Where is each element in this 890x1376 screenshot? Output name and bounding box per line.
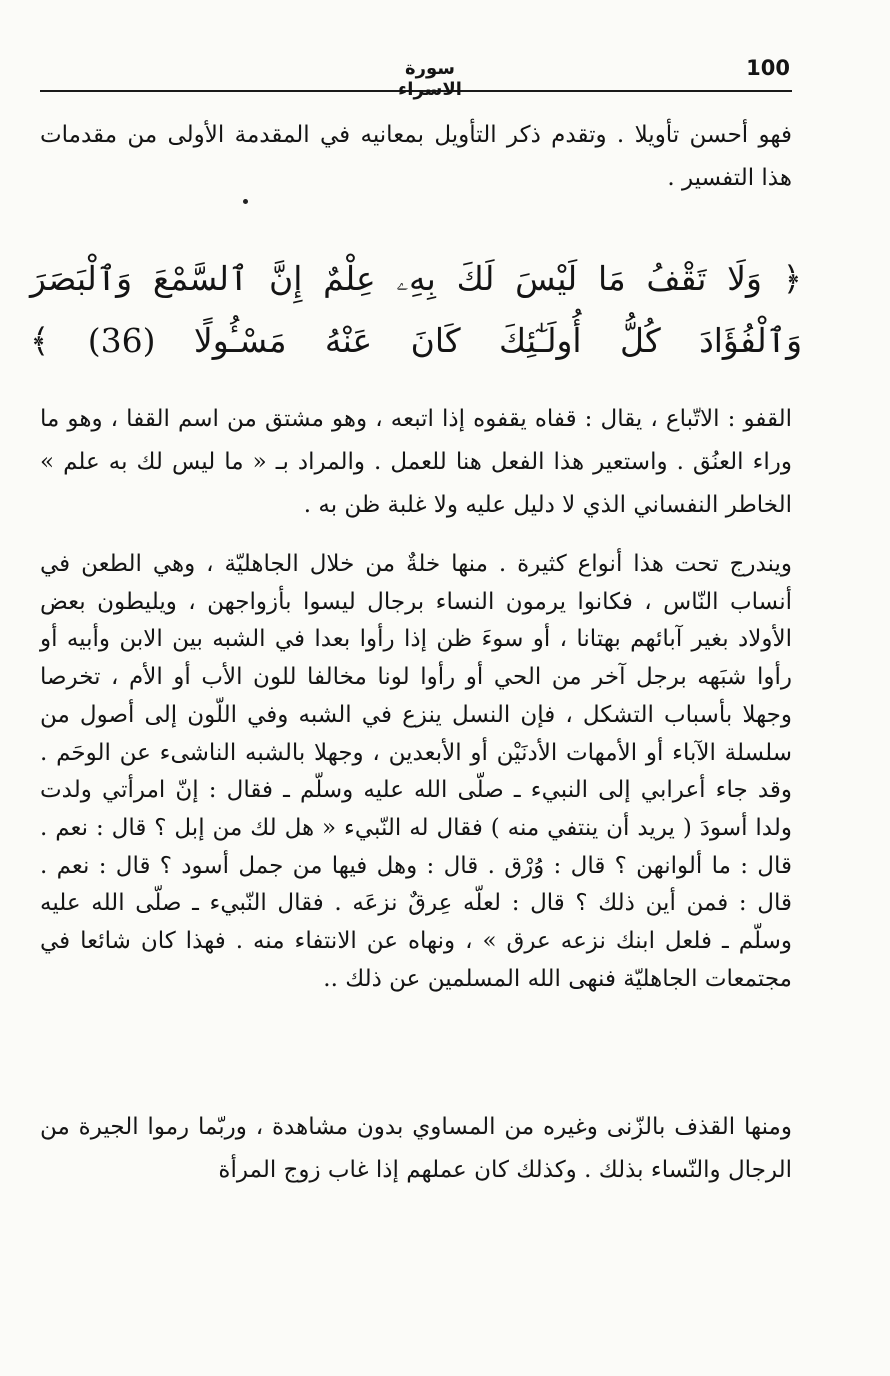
verse-text: وَلَا تَقْفُ مَا لَيْسَ لَكَ بِهِۦ عِلْمٌ إِنَّ ٱلسَّمْعَ وَٱلْبَصَرَ وَٱلْفُؤَادَ كُلُّ أُولَـٰٓئِكَ كَانَ عَنْهُ مَسْـُٔولًا: [30, 259, 802, 360]
stray-dot: [243, 199, 248, 204]
page-header: [40, 54, 792, 100]
paragraph-text: ومنها القذف بالزّنى وغيره من المساوي بدون مشاهدة ، وربّما رموا الجيرة من الرجال والنّساء بذلك . وكذلك كان عملهم إذا غاب زوج المرأة: [40, 1114, 792, 1183]
page-number: 100: [746, 56, 790, 80]
paragraph-text: ويندرج تحت هذا أنواع كثيرة . منها خلةٌ من خلال الجاهليّة ، وهي الطعن في أنساب النّاس ، فكانوا يرمون النساء برجال ليسوا بأزواجهن ، ويليطون بعض الأولاد بغير آبائهم بهتانا ، أو سوءَ ظن إذا رأوا بعدا في الشبه بين الابن وأبيه أو رأوا شبَهه برجل آخر من الحي أو رأوا لونا مخالفا للون الأب أو الأم ، تخرصا وجهلا بأسباب التشكل ، فإن النسل ينزع في الشبه وفي اللّون إلى أصول من سلسلة الآباء أو الأمهات الأدنَيْن أو الأبعدين ، وجهلا بالشبه الناشىء عن الوحَم . وقد جاء أعرابي إلى النبيء ـ صلّى الله عليه وسلّم ـ فقال : إنّ امرأتي ولدت ولدا أسودَ ( يريد أن ينتفي منه ) فقال له النّبيء « هل لك من إبل ؟ قال : نعم . قال : ما ألوانهن ؟ قال : وُرْق . قال : وهل فيها من جمل أسود ؟ قال : نعم . قال : فمن أين ذلك ؟ قال : لعلّه عِرقٌ نزعَه . فقال النّبيء ـ صلّى الله عليه وسلّم ـ فلعل ابنك نزعه عرق » ، ونهاه عن الانتفاء منه . فهذا كان شائعا في مجتمعات الجاهليّة فنهى الله المسلمين عن ذلك ..: [40, 551, 792, 992]
verse-line: [30, 248, 802, 372]
paragraph-text: القفو : الاتّباع ، يقال : قفاه يقفوه إذا اتبعه ، وهو مشتق من اسم القفا ، وهو ما وراء العنُق . واستعير هذا الفعل هنا للعمل . والمراد بـ « ما ليس لك به علم » الخاطر النفساني الذي لا دليل عليه ولا غلبة ظن به .: [40, 406, 792, 518]
verse-number: (36): [87, 321, 156, 360]
commentary-paragraph-3: [40, 1106, 792, 1192]
verse-open-bracket: ﴿: [782, 259, 802, 298]
commentary-paragraph-2: [40, 546, 792, 998]
intro-text: فهو أحسن تأويلا . وتقدم ذكر التأويل بمعانيه في المقدمة الأولى من مقدمات هذا التفسير .: [40, 122, 792, 191]
commentary-paragraph-1: [40, 398, 792, 527]
quran-verse: [30, 248, 802, 372]
intro-paragraph: [40, 114, 792, 200]
surah-title: سورة الاسراء: [398, 58, 462, 100]
verse-close-bracket: ﴾: [30, 321, 50, 360]
